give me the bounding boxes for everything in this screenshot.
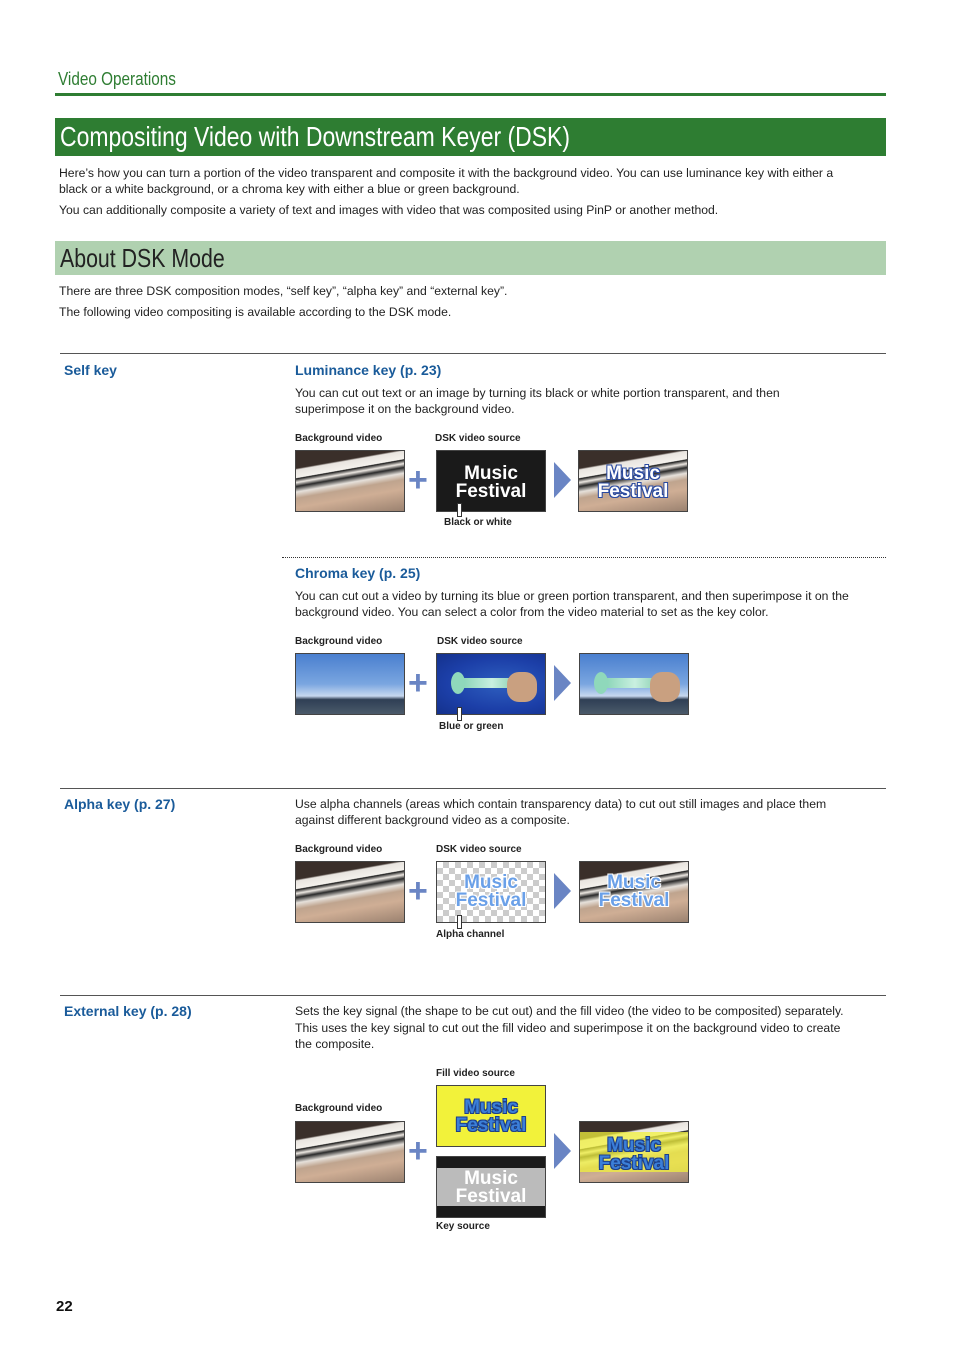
key-source-thumb (436, 1156, 546, 1218)
result-thumb (579, 861, 689, 923)
plus-icon: + (408, 872, 428, 910)
hand-image (650, 672, 680, 702)
dsk-source-thumb (436, 450, 546, 512)
intro-para-2: You can additionally composite a variety of text and images with video that was composited using PinP or another method. (59, 203, 719, 217)
desc-line: background video. You can select a color from the video material to set as the key color. (295, 605, 769, 619)
intro-line: Here’s how you can turn a portion of the video transparent and composite it with the background video. You can use luminance key with either a (59, 166, 834, 180)
desc-line: You can cut out a video by turning its blue or green portion transparent, and then superimpose it on the (295, 589, 849, 603)
page-title: Compositing Video with Downstream Keyer (DSK) (60, 121, 571, 152)
thumb-text: Music Festival (455, 1168, 527, 1207)
caption-background: Background video (295, 844, 383, 855)
dotted-divider (282, 557, 886, 558)
caption-note: Blue or green (439, 721, 504, 732)
plus-icon: + (408, 461, 428, 499)
thumb-text: Music Festival (455, 1097, 527, 1136)
caption-dsk-source: DSK video source (436, 844, 522, 855)
external-key-label: External key (p. 28) (64, 1003, 192, 1019)
page-number: 22 (56, 1298, 73, 1315)
desc-line: Use alpha channels (areas which contain transparency data) to cut out still images and place them (295, 797, 827, 811)
desc-line: the composite. (295, 1037, 375, 1051)
thumb-text: Music Festival (597, 463, 669, 502)
caption-note: Black or white (444, 517, 512, 528)
self-key-label: Self key (64, 362, 117, 378)
dsk-source-thumb (436, 861, 546, 923)
header-rule (55, 93, 886, 96)
background-video-thumb (295, 1121, 405, 1183)
caption-note: Alpha channel (436, 929, 505, 940)
mode-intro-line: The following video compositing is available according to the DSK mode. (59, 305, 452, 319)
thumb-text: Music Festival (598, 872, 670, 911)
pointer-marker (457, 707, 462, 721)
pointer-marker (457, 915, 462, 929)
mode-intro (59, 283, 507, 320)
caption-dsk-source: DSK video source (437, 636, 523, 647)
title-bar (55, 118, 886, 156)
alpha-desc (295, 796, 826, 828)
desc-line: You can cut out text or an image by turning its black or white portion transparent, and then (295, 386, 780, 400)
alpha-key-label: Alpha key (p. 27) (64, 796, 176, 812)
desc-line: against different background video as a composite. (295, 813, 570, 827)
hand-image (507, 672, 537, 702)
background-video-thumb (295, 653, 405, 715)
background-video-thumb (295, 450, 405, 512)
thumb-text: Music Festival (455, 872, 527, 911)
background-video-thumb (295, 861, 405, 923)
caption-fill-source: Fill video source (436, 1068, 515, 1079)
arrow-right-icon (554, 462, 571, 498)
caption-background: Background video (295, 636, 383, 647)
subtitle: About DSK Mode (60, 243, 225, 273)
intro-line: black or a white background, or a chroma key with either a blue or green background. (59, 182, 520, 196)
dsk-source-thumb (436, 653, 546, 715)
thumb-text: Music Festival (455, 463, 527, 502)
caption-dsk-source: DSK video source (435, 433, 521, 444)
caption-background: Background video (295, 433, 383, 444)
subtitle-bar (55, 241, 886, 275)
chroma-desc (295, 588, 849, 620)
luminance-key-title: Luminance key (p. 23) (295, 362, 442, 378)
result-thumb (579, 1121, 689, 1183)
section-rule (60, 995, 886, 996)
pointer-marker (457, 503, 462, 517)
trumpet-bell (451, 672, 465, 694)
result-thumb (578, 450, 688, 512)
arrow-right-icon (554, 665, 571, 701)
result-thumb (579, 653, 689, 715)
caption-background: Background video (295, 1103, 383, 1114)
thumb-text: Music Festival (598, 1135, 670, 1174)
arrow-right-icon (554, 1133, 571, 1169)
luminance-desc (295, 385, 780, 417)
desc-line: Sets the key signal (the shape to be cut out) and the fill video (the video to be composited) separately. (295, 1004, 844, 1018)
plus-icon: + (408, 664, 428, 702)
desc-line: superimpose it on the background video. (295, 402, 515, 416)
caption-key-source: Key source (436, 1221, 490, 1232)
desc-line: This uses the key signal to cut out the fill video and superimpose it on the background video to create (295, 1021, 841, 1035)
intro-para-1 (59, 165, 833, 197)
section-rule (60, 788, 886, 789)
plus-icon: + (408, 1132, 428, 1170)
section-rule (60, 353, 886, 354)
section-header: Video Operations (58, 69, 176, 89)
external-desc (295, 1003, 844, 1052)
fill-source-thumb (436, 1085, 546, 1147)
chroma-key-title: Chroma key (p. 25) (295, 565, 421, 581)
trumpet-bell (594, 672, 608, 694)
arrow-right-icon (554, 873, 571, 909)
mode-intro-line: There are three DSK composition modes, “self key”, “alpha key” and “external key”. (59, 284, 508, 298)
